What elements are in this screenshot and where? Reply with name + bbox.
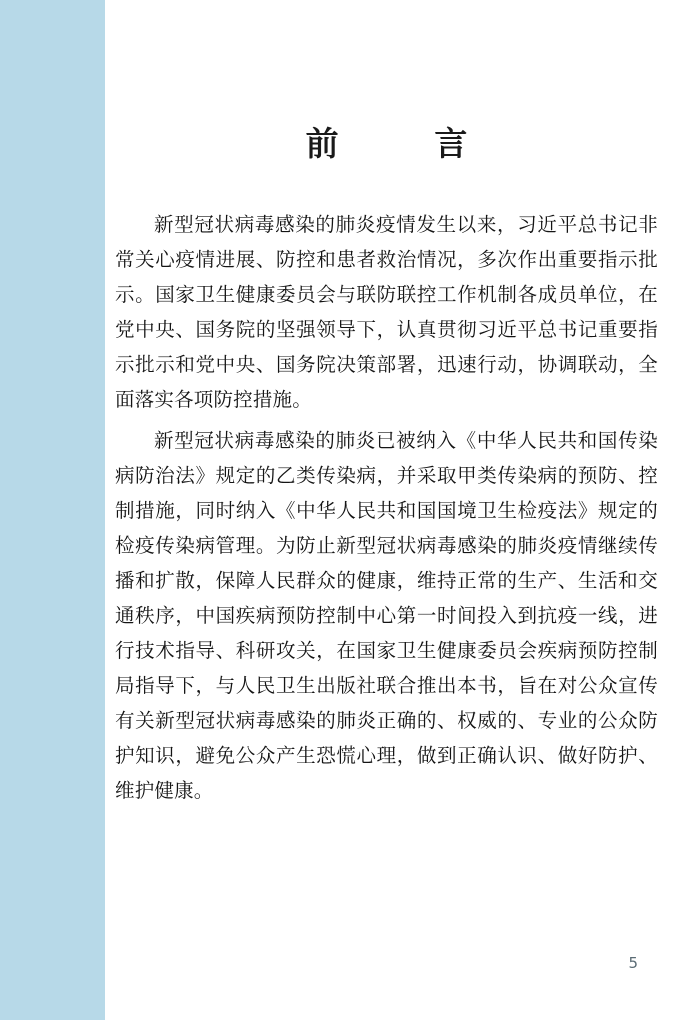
page-number: 5 <box>628 954 638 972</box>
page-content <box>105 0 680 1020</box>
paper-sheet <box>105 0 680 1020</box>
paragraph: 新型冠状病毒感染的肺炎疫情发生以来，习近平总书记非常关心疫情进展、防控和患者救治情况，多次作出重要指示批示。国家卫生健康委员会与联防联控工作机制各成员单位，在党中央、国务院的坚强领导下，认真贯彻习近平总书记重要指示批示和党中央、国务院决策部署，迅速行动，协调联动，全面落实各项防控措施。 <box>115 213 658 411</box>
page-title: 前 言 <box>305 124 478 163</box>
body-text <box>115 207 658 808</box>
paragraph: 新型冠状病毒感染的肺炎已被纳入《中华人民共和国传染病防治法》规定的乙类传染病，并采取甲类传染病的预防、控制措施，同时纳入《中华人民共和国国境卫生检疫法》规定的检疫传染病管理。为防止新型冠状病毒感染的肺炎疫情继续传播和扩散，保障人民群众的健康，维持正常的生产、生活和交通秩序，中国疾病预防控制中心第一时间投入到抗疫一线，进行技术指导、科研攻关，在国家卫生健康委员会疾病预防控制局指导下，与人民卫生出版社联合推出本书，旨在对公众宣传有关新型冠状病毒感染的肺炎正确的、权威的、专业的公众防护知识，避免公众产生恐慌心理，做到正确认识、做好防护、维护健康。 <box>115 429 658 802</box>
left-margin-band <box>0 0 105 1020</box>
